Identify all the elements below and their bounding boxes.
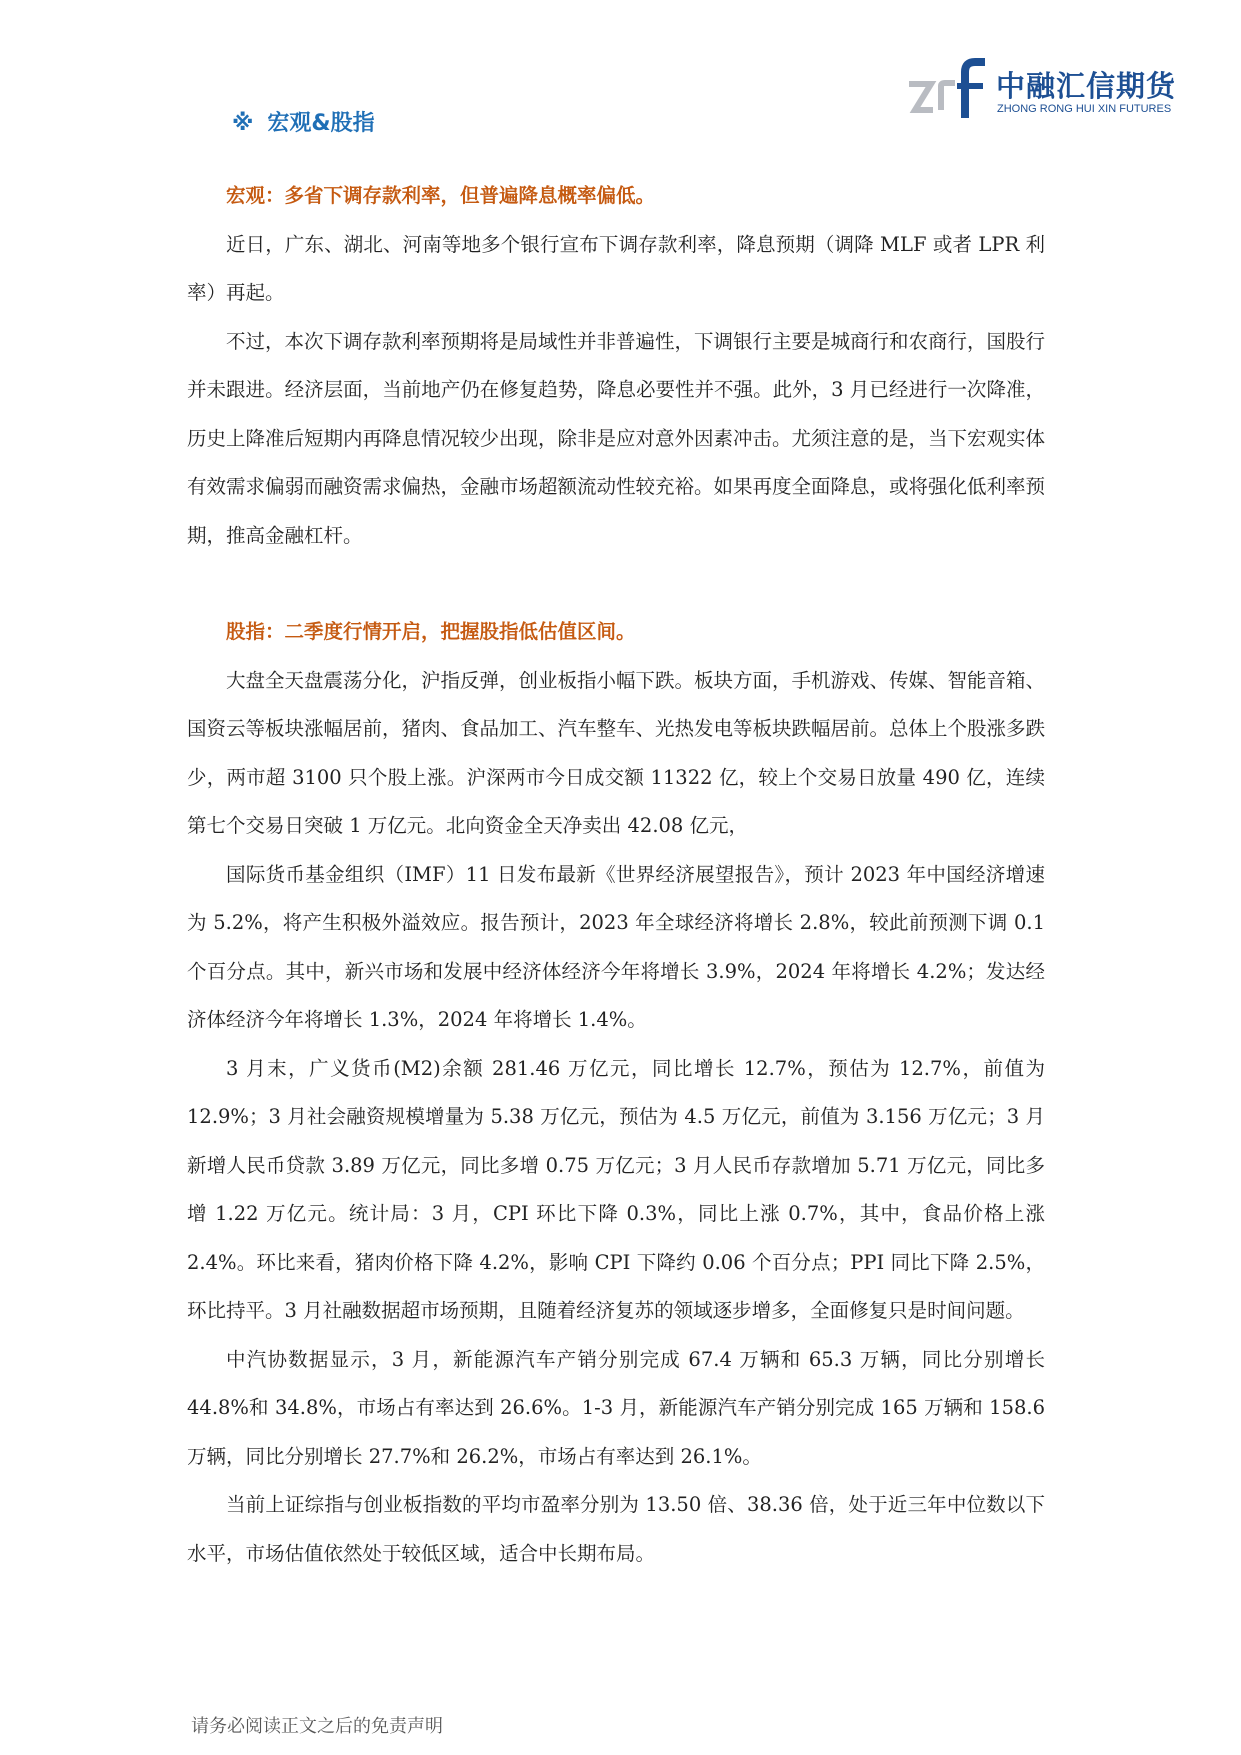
reference-mark-icon: ※ (232, 111, 254, 136)
macro-paragraph: 近日，广东、湖北、河南等地多个银行宣布下调存款利率，降息预期（调降 MLF 或者 LPR 利率）再起。 (187, 232, 1045, 304)
logo-chinese-name: 中融汇信期货 (996, 69, 1177, 103)
section-spacer (187, 560, 1045, 608)
macro-heading: 宏观：多省下调存款利率，但普遍降息概率偏低。 (226, 184, 656, 207)
index-heading: 股指：二季度行情开启，把握股指低估值区间。 (226, 620, 636, 643)
report-body (187, 172, 1045, 1578)
company-logo (905, 58, 1205, 122)
zrf-logo-mark-icon (905, 58, 987, 120)
logo-english-name: ZHONG RONG HUI XIN FUTURES (997, 103, 1172, 115)
index-paragraph: 当前上证综指与创业板指数的平均市盈率分别为 13.50 倍、38.36 倍，处于近三年中位数以下水平，市场估值依然处于较低区域，适合中长期布局。 (187, 1493, 1045, 1565)
section-title (232, 106, 375, 137)
footer-disclaimer: 请务必阅读正文之后的免责声明 (191, 1716, 443, 1737)
index-paragraph: 大盘全天盘震荡分化，沪指反弹，创业板指小幅下跌。板块方面，手机游戏、传媒、智能音箱、国资云等板块涨幅居前，猪肉、食品加工、汽车整车、光热发电等板块跌幅居前。总体上个股涨多跌少，两市超 3100 只个股上涨。沪深两市今日成交额 11322 亿，较上个交易日放量 490 亿，连续第七个交易日突破 1 万亿元。北向资金全天净卖出 42.08 亿元， (187, 668, 1046, 837)
section-title-text: 宏观&股指 (267, 111, 375, 136)
index-paragraph: 3 月末，广义货币(M2)余额 281.46 万亿元，同比增长 12.7%，预估为 12.7%，前值为 12.9%；3 月社会融资规模增量为 5.38 万亿元，预估为 4.5 万亿元，前值为 3.156 万亿元；3 月新增人民币贷款 3.89 万亿元，同比多增 0.75 万亿元；3 月人民币存款增加 5.71 万亿元，同比多增 1.22 万亿元。统计局：3 月，CPI 环比下降 0.3%，同比上涨 0.7%，其中，食品价格上涨 2.4%。环比来看，猪肉价格下降 4.2%，影响 CPI 下降约 0.06 个百分点；PPI 同比下降 2.5%，环比持平。3 月社融数据超市场预期，且随着经济复苏的领域逐步增多，全面修复只是时间问题。 (187, 1056, 1045, 1322)
index-paragraph: 国际货币基金组织（IMF）11 日发布最新《世界经济展望报告》，预计 2023 年中国经济增速为 5.2%，将产生积极外溢效应。报告预计，2023 年全球经济将增长 2.8%，较此前预测下调 0.1 个百分点。其中，新兴市场和发展中经济体经济今年将增长 3.9%，2024 年将增长 4.2%；发达经济体经济今年将增长 1.3%，2024 年将增长 1.4%。 (187, 862, 1045, 1031)
macro-paragraph: 不过，本次下调存款利率预期将是局域性并非普遍性，下调银行主要是城商行和农商行，国股行并未跟进。经济层面，当前地产仍在修复趋势，降息必要性并不强。此外，3 月已经进行一次降准，历史上降准后短期内再降息情况较少出现，除非是应对意外因素冲击。尤须注意的是，当下宏观实体有效需求偏弱而融资需求偏热，金融市场超额流动性较充裕。如果再度全面降息，或将强化低利率预期，推高金融杠杆。 (187, 329, 1046, 547)
index-paragraph: 中汽协数据显示，3 月，新能源汽车产销分别完成 67.4 万辆和 65.3 万辆，同比分别增长 44.8%和 34.8%，市场占有率达到 26.6%。1-3 月，新能源汽车产销分别完成 165 万辆和 158.6 万辆，同比分别增长 27.7%和 26.2%，市场占有率达到 26.1%。 (187, 1347, 1045, 1468)
